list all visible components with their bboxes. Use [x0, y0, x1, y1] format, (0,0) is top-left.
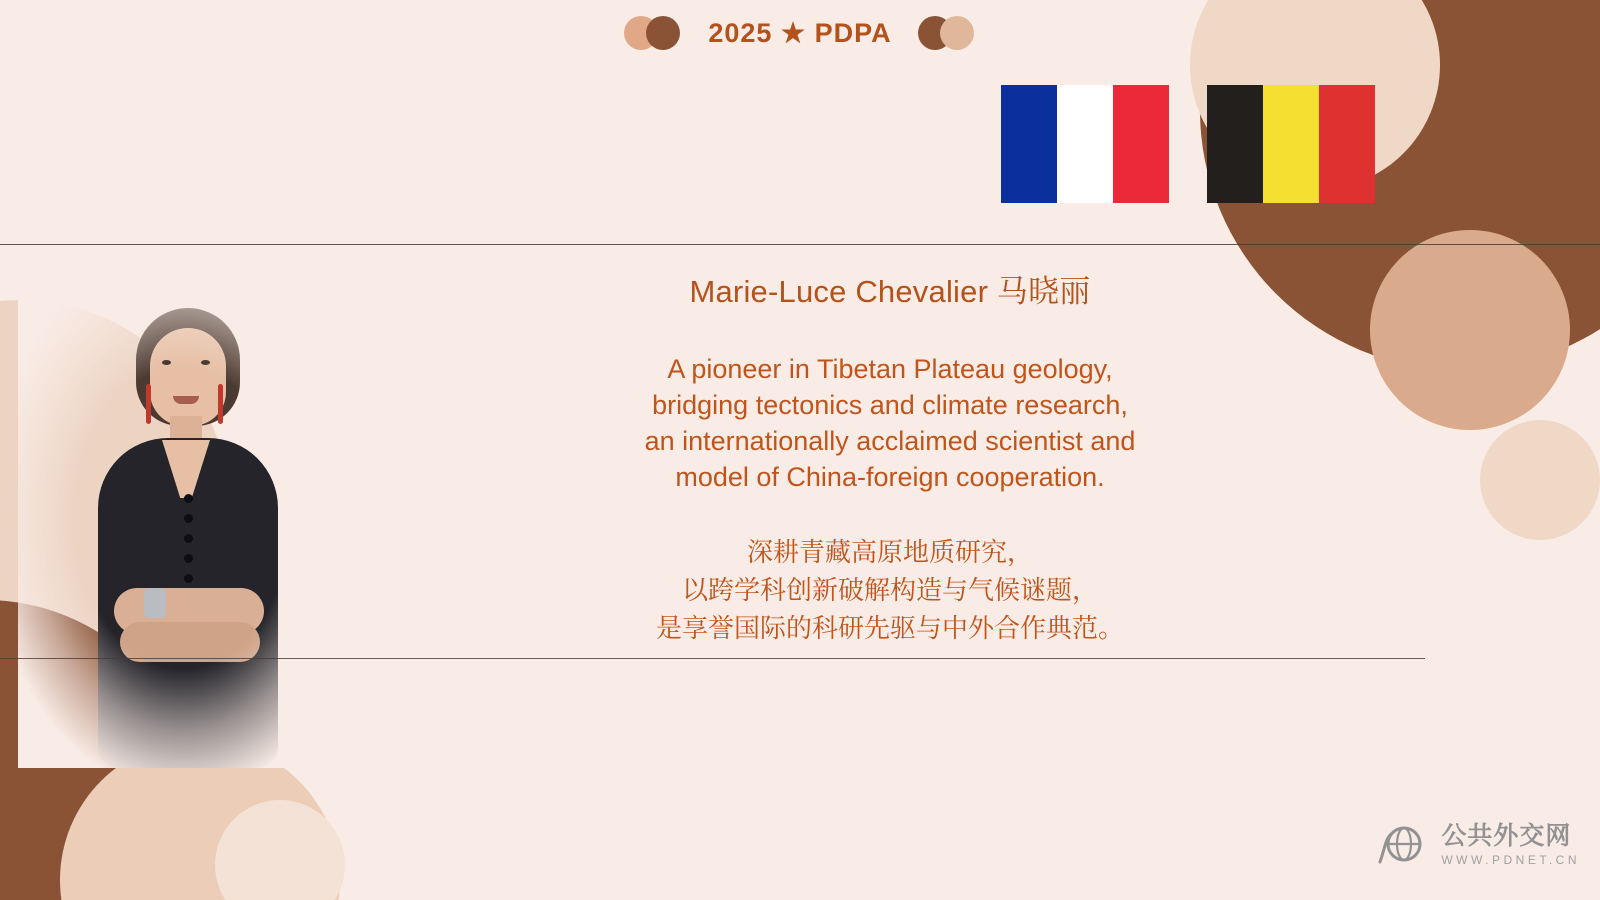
france-flag	[1001, 85, 1169, 203]
watermark-subtitle: WWW.PDNET.CN	[1441, 853, 1580, 868]
header-band	[0, 0, 1600, 245]
tagline-english	[360, 351, 1420, 495]
globe-icon	[1375, 818, 1429, 872]
watermark-text	[1441, 823, 1580, 867]
belgium-flag	[1207, 85, 1375, 203]
portrait-vignette	[18, 288, 348, 768]
tagline-chinese	[360, 533, 1420, 647]
tagline-en-line-2: bridging tectonics and climate research,	[652, 390, 1128, 420]
two-circles-icon-right	[918, 16, 976, 50]
decorative-circle-right-tiny	[1480, 420, 1600, 540]
tagline-cn-line-3: 是享誉国际的科研先驱与中外合作典范。	[655, 613, 1124, 643]
brand-lockup	[0, 16, 1600, 50]
person-name: Marie-Luce Chevalier 马晓丽	[689, 274, 1091, 309]
two-circles-icon	[624, 16, 682, 50]
tagline-en-line-3: an internationally acclaimed scientist and	[644, 426, 1136, 456]
divider-top	[0, 244, 1600, 245]
tagline-cn-line-2: 以跨学科创新破解构造与气候谜题，	[681, 575, 1098, 605]
watermark-title: 公共外交网	[1441, 822, 1572, 851]
flag-group	[1001, 85, 1375, 203]
profile-text-block	[360, 248, 1420, 647]
brand-title: 2025 ★ PDPA	[708, 17, 892, 48]
watermark	[1375, 818, 1580, 872]
portrait-photo	[18, 288, 348, 768]
tagline-cn-line-1: 深耕青藏高原地质研究，	[746, 537, 1033, 567]
divider-bottom	[0, 658, 1425, 659]
tagline-en-line-1: A pioneer in Tibetan Plateau geology,	[667, 354, 1113, 384]
tagline-en-line-4: model of China-foreign cooperation.	[675, 462, 1105, 492]
